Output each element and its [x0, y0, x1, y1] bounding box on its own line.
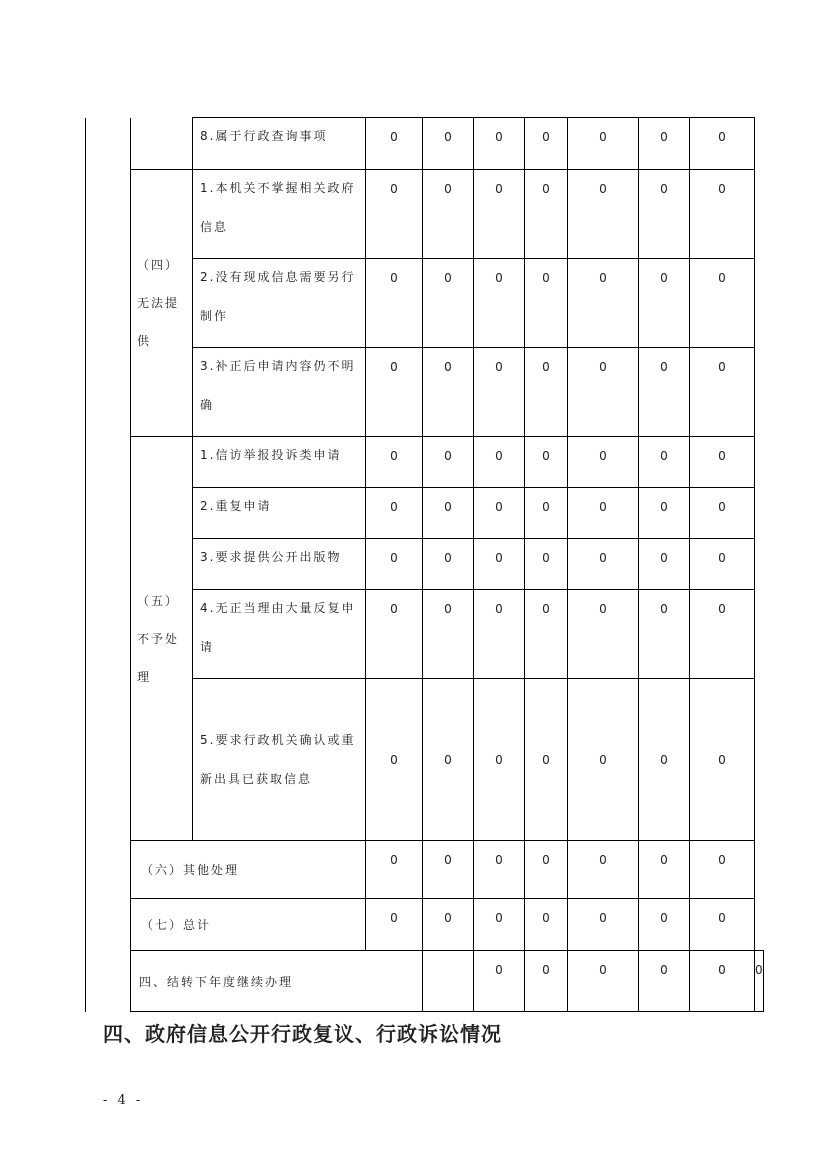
- value-cell: 0: [568, 841, 639, 899]
- value-cell: 0: [366, 170, 423, 259]
- value-cell: 0: [474, 841, 525, 899]
- value-cell: 0: [639, 488, 690, 539]
- table-row: [86, 899, 764, 951]
- table-row: [86, 841, 764, 899]
- value-cell: 0: [474, 899, 525, 951]
- value-cell: 0: [366, 437, 423, 488]
- value-cell: 0: [474, 437, 525, 488]
- value-cell-empty: [423, 951, 474, 1012]
- value-cell: 0: [568, 539, 639, 590]
- value-cell: 0: [525, 437, 568, 488]
- value-cell: 0: [639, 899, 690, 951]
- group3-tail-cell: [131, 118, 193, 170]
- row-label: 2.没有现成信息需要另行制作: [193, 259, 366, 348]
- value-cell: 0: [568, 590, 639, 679]
- statistics-table: [85, 117, 764, 1012]
- value-cell: 0: [474, 118, 525, 170]
- section-heading: 四、政府信息公开行政复议、行政诉讼情况: [103, 1022, 502, 1046]
- value-cell: 0: [525, 951, 568, 1012]
- group-label-unable-to-provide: （四） 无法提 供: [131, 170, 193, 437]
- value-cell: 0: [639, 118, 690, 170]
- value-cell: 0: [423, 590, 474, 679]
- value-cell: 0: [366, 488, 423, 539]
- value-cell: 0: [366, 679, 423, 841]
- group-label-not-processed: （五） 不予处 理: [131, 437, 193, 841]
- value-cell: 0: [690, 259, 755, 348]
- value-cell: 0: [690, 951, 755, 1012]
- value-cell: 0: [366, 348, 423, 437]
- value-cell: 0: [423, 118, 474, 170]
- value-cell: 0: [423, 539, 474, 590]
- row-label-carryover: 四、结转下年度继续办理: [131, 951, 423, 1012]
- value-cell: 0: [639, 679, 690, 841]
- value-cell: 0: [423, 170, 474, 259]
- value-cell: 0: [639, 170, 690, 259]
- value-cell: 0: [366, 539, 423, 590]
- value-cell: 0: [474, 679, 525, 841]
- value-cell: 0: [690, 170, 755, 259]
- page-number: - 4 -: [103, 1093, 144, 1108]
- value-cell: 0: [366, 590, 423, 679]
- row-label: 1.信访举报投诉类申请: [193, 437, 366, 488]
- value-cell: 0: [525, 118, 568, 170]
- value-cell: 0: [525, 899, 568, 951]
- value-cell: 0: [568, 259, 639, 348]
- value-cell: 0: [423, 841, 474, 899]
- value-cell: 0: [525, 348, 568, 437]
- row-label: 8.属于行政查询事项: [193, 118, 366, 170]
- value-cell: 0: [568, 348, 639, 437]
- value-cell: 0: [639, 437, 690, 488]
- value-cell: 0: [690, 118, 755, 170]
- value-cell: 0: [423, 488, 474, 539]
- value-cell: 0: [639, 951, 690, 1012]
- value-cell: 0: [525, 590, 568, 679]
- row-label: 3.补正后申请内容仍不明确: [193, 348, 366, 437]
- value-cell: 0: [474, 348, 525, 437]
- value-cell: 0: [639, 348, 690, 437]
- value-cell: 0: [568, 437, 639, 488]
- value-cell: 0: [755, 951, 764, 1012]
- value-cell: 0: [690, 679, 755, 841]
- value-cell: 0: [474, 590, 525, 679]
- value-cell: 0: [690, 899, 755, 951]
- row-label-other: （六）其他处理: [131, 841, 366, 899]
- value-cell: 0: [525, 539, 568, 590]
- value-cell: 0: [423, 259, 474, 348]
- value-cell: 0: [525, 170, 568, 259]
- value-cell: 0: [366, 899, 423, 951]
- value-cell: 0: [366, 259, 423, 348]
- table-row: [86, 118, 764, 170]
- value-cell: 0: [366, 841, 423, 899]
- row-label: 3.要求提供公开出版物: [193, 539, 366, 590]
- value-cell: 0: [568, 488, 639, 539]
- value-cell: 0: [474, 170, 525, 259]
- value-cell: 0: [423, 348, 474, 437]
- table-row: [86, 170, 764, 259]
- value-cell: 0: [568, 170, 639, 259]
- table-row: [86, 437, 764, 488]
- value-cell: 0: [568, 951, 639, 1012]
- row-label: 5.要求行政机关确认或重新出具已获取信息: [193, 679, 366, 841]
- value-cell: 0: [525, 259, 568, 348]
- row-label: 2.重复申请: [193, 488, 366, 539]
- row-label: 4.无正当理由大量反复申请: [193, 590, 366, 679]
- value-cell: 0: [423, 899, 474, 951]
- value-cell: 0: [690, 841, 755, 899]
- value-cell: 0: [366, 118, 423, 170]
- value-cell: 0: [525, 841, 568, 899]
- outer-gutter-cell: [86, 118, 131, 1012]
- value-cell: 0: [423, 437, 474, 488]
- value-cell: 0: [474, 259, 525, 348]
- value-cell: 0: [474, 951, 525, 1012]
- value-cell: 0: [525, 679, 568, 841]
- table-row: [86, 951, 764, 1012]
- value-cell: 0: [568, 118, 639, 170]
- value-cell: 0: [474, 488, 525, 539]
- value-cell: 0: [690, 590, 755, 679]
- row-label-total: （七）总计: [131, 899, 366, 951]
- row-label: 1.本机关不掌握相关政府信息: [193, 170, 366, 259]
- value-cell: 0: [690, 348, 755, 437]
- value-cell: 0: [474, 539, 525, 590]
- value-cell: 0: [639, 259, 690, 348]
- value-cell: 0: [568, 899, 639, 951]
- value-cell: 0: [525, 488, 568, 539]
- value-cell: 0: [639, 539, 690, 590]
- value-cell: 0: [423, 679, 474, 841]
- value-cell: 0: [639, 590, 690, 679]
- value-cell: 0: [568, 679, 639, 841]
- value-cell: 0: [690, 539, 755, 590]
- value-cell: 0: [639, 841, 690, 899]
- value-cell: 0: [690, 488, 755, 539]
- value-cell: 0: [690, 437, 755, 488]
